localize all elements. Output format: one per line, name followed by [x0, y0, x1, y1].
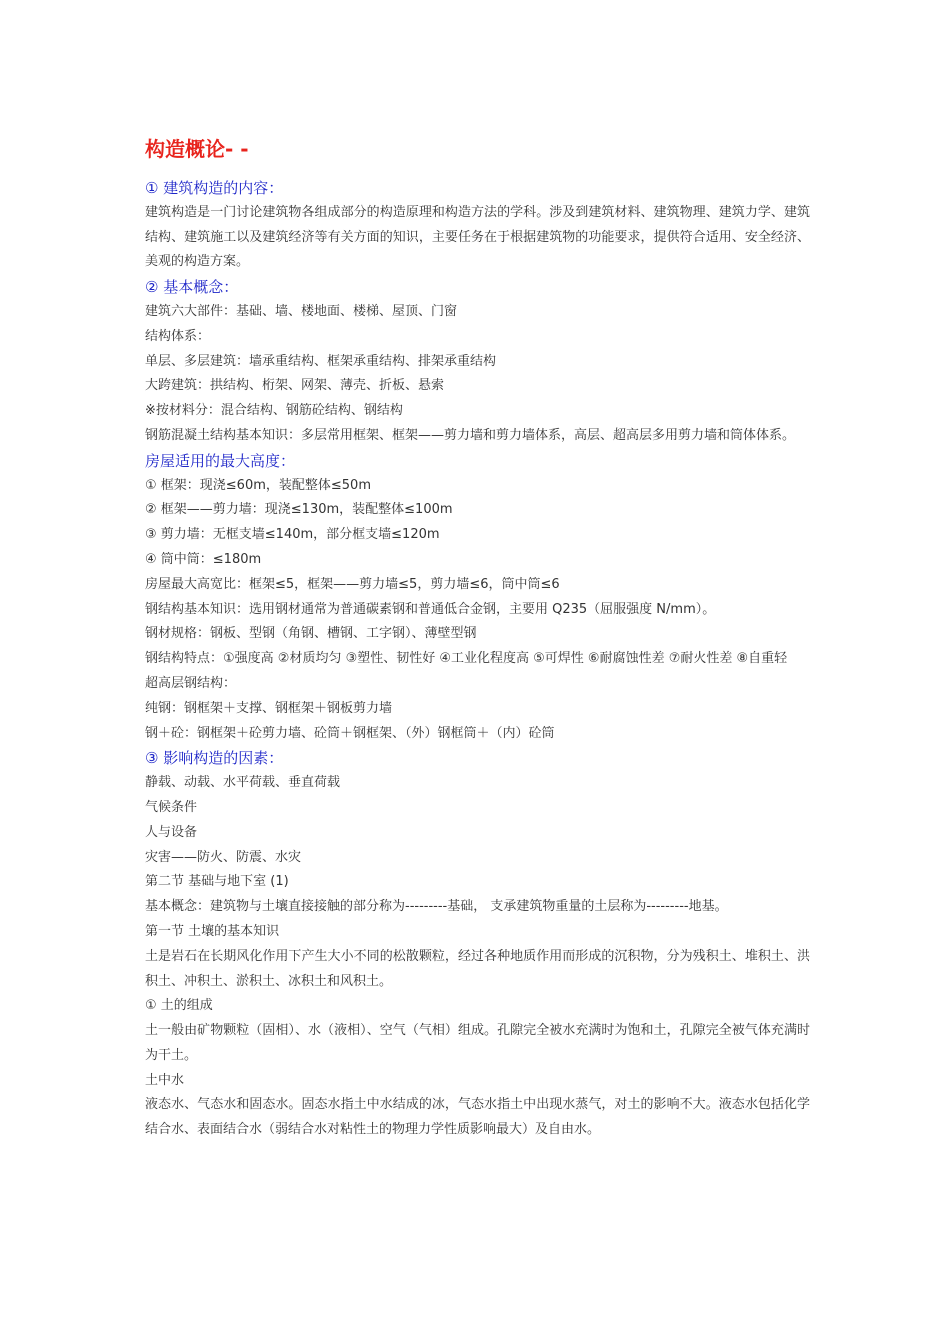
paragraph-loads: 静载、动载、水平荷载、垂直荷载 — [145, 775, 341, 791]
paragraph-frame-shearwall-height: ② 框架——剪力墙：现浇≤130m，装配整体≤100m — [145, 502, 453, 518]
document-title: 构造概论- - — [145, 137, 249, 161]
paragraph-construction-definition: 建筑构造是一门讨论建筑物各组成部分的构造原理和构造方法的学科。涉及到建筑材料、建筑物理、建筑力学、建筑结构、建筑施工以及建筑经济等有关方面的知识，主要任务在于根据建筑物的功能要求，提供符合适用、安全经济、美观的构造方案。 — [145, 204, 810, 270]
paragraph-multistory: 单层、多层建筑：墙承重结构、框架承重结构、排架承重结构 — [145, 353, 497, 369]
paragraph-pure-steel: 纯钢：钢框架＋支撑、钢框架＋钢板剪力墙 — [145, 700, 393, 716]
paragraph-frame-height: ① 框架：现浇≤60m，装配整体≤50m — [145, 477, 371, 493]
paragraph-people-equipment: 人与设备 — [145, 824, 198, 840]
paragraph-shearwall-height: ③ 剪力墙：无框支墙≤140m，部分框支墙≤120m — [145, 527, 440, 543]
paragraph-steel-features: 钢结构特点：①强度高 ②材质均匀 ③塑性、韧性好 ④工业化程度高 ⑤可焊性 ⑥耐腐蚀性差 ⑦耐火性差 ⑧自重轻 — [145, 651, 788, 667]
paragraph-soil-composition: 土一般由矿物颗粒（固相）、水（液相）、空气（气相）组成。孔隙完全被水充满时为饱和土，孔隙完全被气体充满时为干土。 — [145, 1023, 810, 1063]
paragraph-steel-specs: 钢材规格：钢板、型钢（角钢、槽钢、工字钢）、薄壁型钢 — [145, 626, 477, 642]
paragraph-soil-water: 液态水、气态水和固态水。固态水指土中水结成的冰，气态水指土中出现水蒸气，对土的影响不大。液态水包括化学结合水、表面结合水（弱结合水对粘性土的物理力学性质影响最大）及自由水。 — [145, 1097, 810, 1138]
paragraph-six-parts: 建筑六大部件：基础、墙、楼地面、楼梯、屋顶、门窗 — [145, 303, 458, 319]
document-page — [145, 136, 810, 1143]
paragraph-steel-concrete: 钢＋砼：钢框架＋砼剪力墙、砼筒＋钢框架、（外）钢框筒＋（内）砼筒 — [145, 725, 555, 741]
section-heading-max-height: 房屋适用的最大高度： — [145, 451, 296, 470]
paragraph-soil-definition: 土是岩石在长期风化作用下产生大小不同的松散颗粒，经过各种地质作用而形成的沉积物，分为残积土、堆积土、洪积土、冲积土、淤积土、冰积土和风积土。 — [145, 948, 810, 989]
paragraph-rc-structure: 钢筋混凝土结构基本知识：多层常用框架、框架——剪力墙和剪力墙体系，高层、超高层多用剪力墙和筒体体系。 — [145, 427, 796, 443]
paragraph-aspect-ratio: 房屋最大高宽比：框架≤5，框架——剪力墙≤5，剪力墙≤6，筒中筒≤6 — [145, 576, 560, 592]
paragraph-soil-water-heading: 土中水 — [145, 1072, 185, 1088]
paragraph-climate: 气候条件 — [145, 799, 198, 815]
paragraph-tube-height: ④ 筒中筒：≤180m — [145, 551, 262, 567]
paragraph-soil-composition-heading: ① 土的组成 — [145, 998, 213, 1014]
paragraph-by-material: ※按材料分：混合结构、钢筋砼结构、钢结构 — [145, 403, 403, 419]
paragraph-structure-system: 结构体系： — [145, 328, 211, 344]
paragraph-section-one: 第一节 土壤的基本知识 — [145, 923, 280, 939]
section-heading-factors: ③ 影响构造的因素： — [145, 749, 284, 768]
paragraph-highrise-steel: 超高层钢结构： — [145, 675, 237, 691]
section-heading-content: ① 建筑构造的内容： — [145, 179, 284, 197]
paragraph-section-two: 第二节 基础与地下室 (1) — [145, 874, 289, 890]
section-heading-concepts: ② 基本概念： — [145, 278, 239, 297]
paragraph-disasters: 灾害——防火、防震、水灾 — [145, 849, 302, 865]
paragraph-steel-basics: 钢结构基本知识：选用钢材通常为普通碳素钢和普通低合金钢，主要用 Q235（屈服强度 N/mm）。 — [145, 601, 716, 617]
paragraph-long-span: 大跨建筑：拱结构、桁架、网架、薄壳、折板、悬索 — [145, 378, 445, 394]
paragraph-foundation-concept: 基本概念：建筑物与土壤直接接触的部分称为---------基础， 支承建筑物重量的土层称为---------地基。 — [145, 899, 728, 915]
